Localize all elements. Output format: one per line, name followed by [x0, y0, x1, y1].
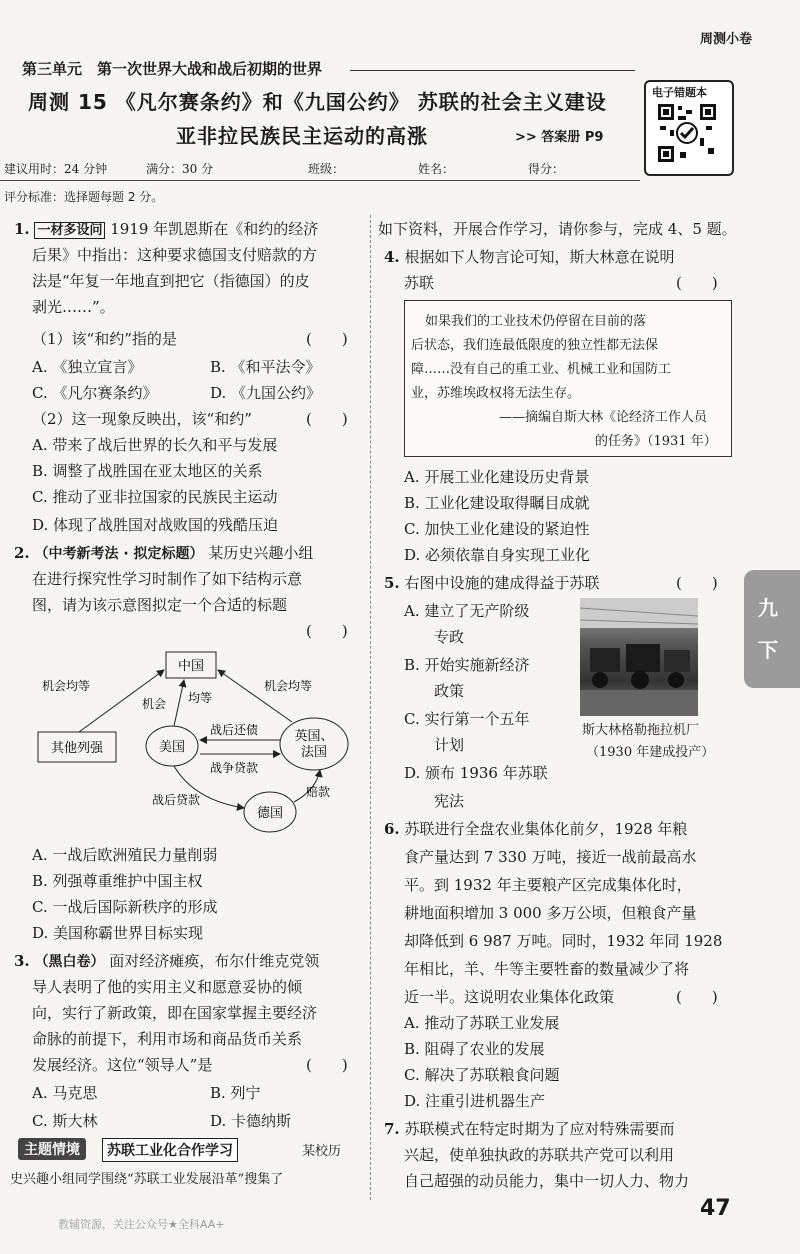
footer-note: 教辅资源，关注公众号★全科AA+ — [58, 1218, 225, 1231]
q1-line4: 剥光……”。 — [32, 298, 115, 316]
q7-line3: 自己超强的动员能力，集中一切人力、物力 — [404, 1172, 690, 1190]
q6-line4: 耕地面积增加 3 000 多万公顷，但粮食产量 — [404, 904, 697, 922]
q1-sub1: （1）该“和约”指的是 — [32, 330, 177, 348]
q3-option-b[interactable]: B. 列宁 — [210, 1084, 261, 1102]
q1-sub1-option-d[interactable]: D. 《九国公约》 — [210, 384, 322, 402]
q5-option-d[interactable]: D. 颁布 1936 年苏联 — [404, 764, 548, 782]
q7-line1: 苏联模式在特定时期为了应对特殊需要而 — [404, 1120, 675, 1138]
q4-quote-box — [404, 300, 732, 457]
q5-option-a-cont: 专政 — [434, 628, 465, 646]
q4-quote-line2: 后状态，我们连最低限度的独立性都无法保 — [411, 338, 659, 353]
q4-option-b[interactable]: B. 工业化建设取得瞩目成就 — [404, 494, 590, 512]
time-limit: 建议用时：24 分钟 — [4, 162, 108, 176]
scenario-text2: 史兴趣小组同学围绕“苏联工业发展沿革”搜集了 — [10, 1172, 284, 1187]
q5-option-a[interactable]: A. 建立了无产阶级 — [404, 602, 530, 620]
q3-line3: 向，实行了新政策，即在国家掌握主要经济 — [32, 1004, 318, 1022]
q4-quote-source1: ——摘编自斯大林《论经济工作人员 — [499, 410, 708, 425]
diagram-label-germany: 德国 — [256, 806, 284, 821]
q4-option-d[interactable]: D. 必须依靠自身实现工业化 — [404, 546, 591, 564]
q3-tag: （黑白卷） — [34, 954, 105, 970]
q5-line1: 右图中设施的建成得益于苏联 — [404, 574, 600, 592]
class-field[interactable]: 班级： — [308, 162, 345, 176]
quiz-title-line2: 亚非拉民族民主运动的高涨 — [176, 124, 428, 148]
quiz-title-line1: 周测 15 《凡尔赛条约》和《九国公约》 苏联的社会主义建设 — [28, 90, 607, 114]
q1-number: 1. — [14, 220, 30, 238]
diagram-edge-postloan: 战后贷款 — [152, 793, 201, 807]
column-divider — [370, 215, 371, 1200]
scoring-rule: 评分标准：选择题每题 2 分。 — [4, 190, 164, 204]
diagram-label-uk: 英国、 — [294, 729, 334, 744]
q1-sub1-option-b[interactable]: B. 《和平法令》 — [210, 358, 321, 376]
q1-sub2: （2）这一现象反映出，该“和约” — [32, 410, 252, 428]
q1-sub2-option-d[interactable]: D. 体现了战胜国对战败国的残酷压迫 — [32, 516, 279, 534]
qr-code-icon[interactable] — [656, 102, 718, 164]
diagram-edge-right: 机会均等 — [264, 679, 313, 693]
q4-quote-line4: 业，苏维埃政权将无法生存。 — [411, 386, 581, 401]
q2-option-d[interactable]: D. 美国称霸世界目标实现 — [32, 924, 204, 942]
q1-sub2-option-b[interactable]: B. 调整了战胜国在亚太地区的关系 — [32, 462, 263, 480]
side-tab-char1: 九 — [758, 596, 778, 620]
side-tab-char2: 下 — [758, 638, 778, 662]
q7-line2: 兴起，使单独执政的苏联共产党可以利用 — [404, 1146, 675, 1164]
q2-line3: 图，请为该示意图拟定一个合适的标题 — [32, 596, 288, 614]
tractor-factory-photo — [580, 598, 698, 716]
diagram-edge-repay: 战后还债 — [210, 723, 259, 737]
q2-option-b[interactable]: B. 列强尊重维护中国主权 — [32, 872, 203, 890]
q4-option-c[interactable]: C. 加快工业化建设的紧迫性 — [404, 520, 590, 538]
q3-option-d[interactable]: D. 卡德纳斯 — [210, 1112, 292, 1130]
q2-answer[interactable]: ( ) — [306, 622, 348, 640]
q5-option-b[interactable]: B. 开始实施新经济 — [404, 656, 530, 674]
q5-answer[interactable]: ( ) — [676, 574, 718, 592]
q3-answer[interactable]: ( ) — [306, 1056, 348, 1074]
q1-sub2-option-c[interactable]: C. 推动了亚非拉国家的民族民主运动 — [32, 488, 278, 506]
diagram-edge-mid2: 均等 — [188, 691, 213, 705]
q6-answer[interactable]: ( ) — [676, 988, 718, 1006]
q5-photo-caption2: （1930 年建成投产） — [586, 745, 715, 760]
answer-reference: >> 答案册 P9 — [515, 130, 604, 145]
q5-option-d-cont: 宪法 — [434, 792, 465, 810]
diagram-label-others: 其他列强 — [50, 741, 104, 756]
q2-line1: 某历史兴趣小组 — [208, 544, 314, 562]
grade-side-tab[interactable] — [744, 570, 800, 688]
page-number: 47 — [700, 1196, 731, 1221]
q6-option-b[interactable]: B. 阻碍了农业的发展 — [404, 1040, 545, 1058]
q4-answer[interactable]: ( ) — [676, 274, 718, 292]
q2-option-a[interactable]: A. 一战后欧洲殖民力量削弱 — [32, 846, 218, 864]
scenario-label: 主题情境 — [18, 1138, 86, 1160]
q3-line1: 面对经济瘫痪，布尔什维克党领 — [109, 952, 320, 970]
q3-number: 3. — [14, 952, 30, 970]
q1-sub2-answer[interactable]: ( ) — [306, 410, 348, 428]
q1-tag: 一材多设问 — [34, 222, 105, 239]
scenario-text3: 如下资料，开展合作学习，请你参与，完成 4、5 题。 — [378, 220, 737, 238]
q5-option-c-cont: 计划 — [434, 736, 465, 754]
q6-line1: 苏联进行全盘农业集体化前夕，1928 年粮 — [404, 820, 688, 838]
score-field[interactable]: 得分： — [528, 162, 565, 176]
q2-structure-diagram — [24, 640, 364, 840]
diagram-edge-reparation: 赔款 — [306, 785, 331, 799]
diagram-label-china: 中国 — [177, 659, 205, 674]
q3-line2: 导人表明了他的实用主义和愿意妥协的倾 — [32, 978, 303, 996]
unit-heading: 第三单元 第一次世界大战和战后初期的世界 — [22, 60, 323, 78]
q6-line6: 年相比，羊、牛等主要牲畜的数量减少了将 — [404, 960, 690, 978]
q1-sub2-option-a[interactable]: A. 带来了战后世界的长久和平与发展 — [32, 436, 278, 454]
diagram-label-fr: 法国 — [300, 745, 328, 760]
q6-line2: 食产量达到 7 330 万吨，接近一战前最高水 — [404, 848, 697, 866]
q1-line1: 1919 年凯恩斯在《和约的经济 — [110, 220, 319, 238]
q4-option-a[interactable]: A. 开展工业化建设历史背景 — [404, 468, 590, 486]
section-tag: 周测小卷 — [699, 32, 752, 47]
q6-option-d[interactable]: D. 注重引进机器生产 — [404, 1092, 546, 1110]
q2-number: 2. — [14, 544, 30, 562]
q5-option-b-cont: 政策 — [434, 682, 465, 700]
q5-option-c[interactable]: C. 实行第一个五年 — [404, 710, 530, 728]
q6-line3: 平。到 1932 年主要粮产区完成集体化时， — [404, 876, 692, 894]
q6-line7: 近一半。这说明农业集体化政策 — [404, 988, 615, 1006]
diagram-node-ukfr — [280, 718, 348, 770]
header-rule — [0, 180, 640, 181]
q6-option-c[interactable]: C. 解决了苏联粮食问题 — [404, 1066, 560, 1084]
diagram-edge-loan: 战争贷款 — [210, 761, 259, 775]
q4-line1: 根据如下人物言论可知，斯大林意在说明 — [404, 248, 675, 266]
q1-line2: 后果》中指出：这种要求德国支付赔款的方 — [32, 246, 318, 264]
q3-line4: 命脉的前提下，利用市场和商品货币关系 — [32, 1030, 303, 1048]
name-field[interactable]: 姓名： — [418, 162, 455, 176]
q6-number: 6. — [384, 820, 400, 838]
q4-quote-line1: 如果我们的工业技术仍停留在目前的落 — [425, 314, 647, 329]
q4-quote-line3: 障……没有自己的重工业、机械工业和国防工 — [411, 362, 672, 377]
unit-rule — [350, 70, 635, 71]
full-score: 满分：30 分 — [146, 162, 214, 176]
diagram-edge-mid1: 机会 — [142, 697, 167, 711]
q3-option-a[interactable]: A. 马克思 — [32, 1084, 98, 1102]
q6-line5: 却降低到 6 987 万吨。同时，1932 年同 1928 — [404, 932, 723, 950]
q2-option-c[interactable]: C. 一战后国际新秩序的形成 — [32, 898, 218, 916]
q3-option-c[interactable]: C. 斯大林 — [32, 1112, 98, 1130]
q1-sub1-option-a[interactable]: A. 《独立宣言》 — [32, 358, 143, 376]
q4-line2: 苏联 — [404, 274, 435, 292]
q4-number: 4. — [384, 248, 400, 266]
q1-line3: 法是“年复一年地直到把它（指德国）的皮 — [32, 272, 310, 290]
q5-number: 5. — [384, 574, 400, 592]
q6-option-a[interactable]: A. 推动了苏联工业发展 — [404, 1014, 560, 1032]
q1-sub1-answer[interactable]: ( ) — [306, 330, 348, 348]
q4-quote-source2: 的任务》（1931 年） — [595, 434, 717, 449]
q3-line5: 发展经济。这位“领导人”是 — [32, 1056, 213, 1074]
q2-line2: 在进行探究性学习时制作了如下结构示意 — [32, 570, 303, 588]
scenario-title: 苏联工业化合作学习 — [102, 1138, 238, 1162]
q1-sub1-option-c[interactable]: C. 《凡尔赛条约》 — [32, 384, 158, 402]
scenario-text1: 某校历 — [302, 1144, 342, 1159]
q2-tag: （中考新考法 · 拟定标题） — [34, 546, 204, 562]
q5-photo-caption1: 斯大林格勒拖拉机厂 — [582, 723, 700, 738]
q7-number: 7. — [384, 1120, 400, 1138]
qr-label: 电子错题本 — [652, 86, 707, 99]
diagram-edge-left: 机会均等 — [42, 679, 91, 693]
diagram-label-usa: 美国 — [158, 740, 186, 755]
